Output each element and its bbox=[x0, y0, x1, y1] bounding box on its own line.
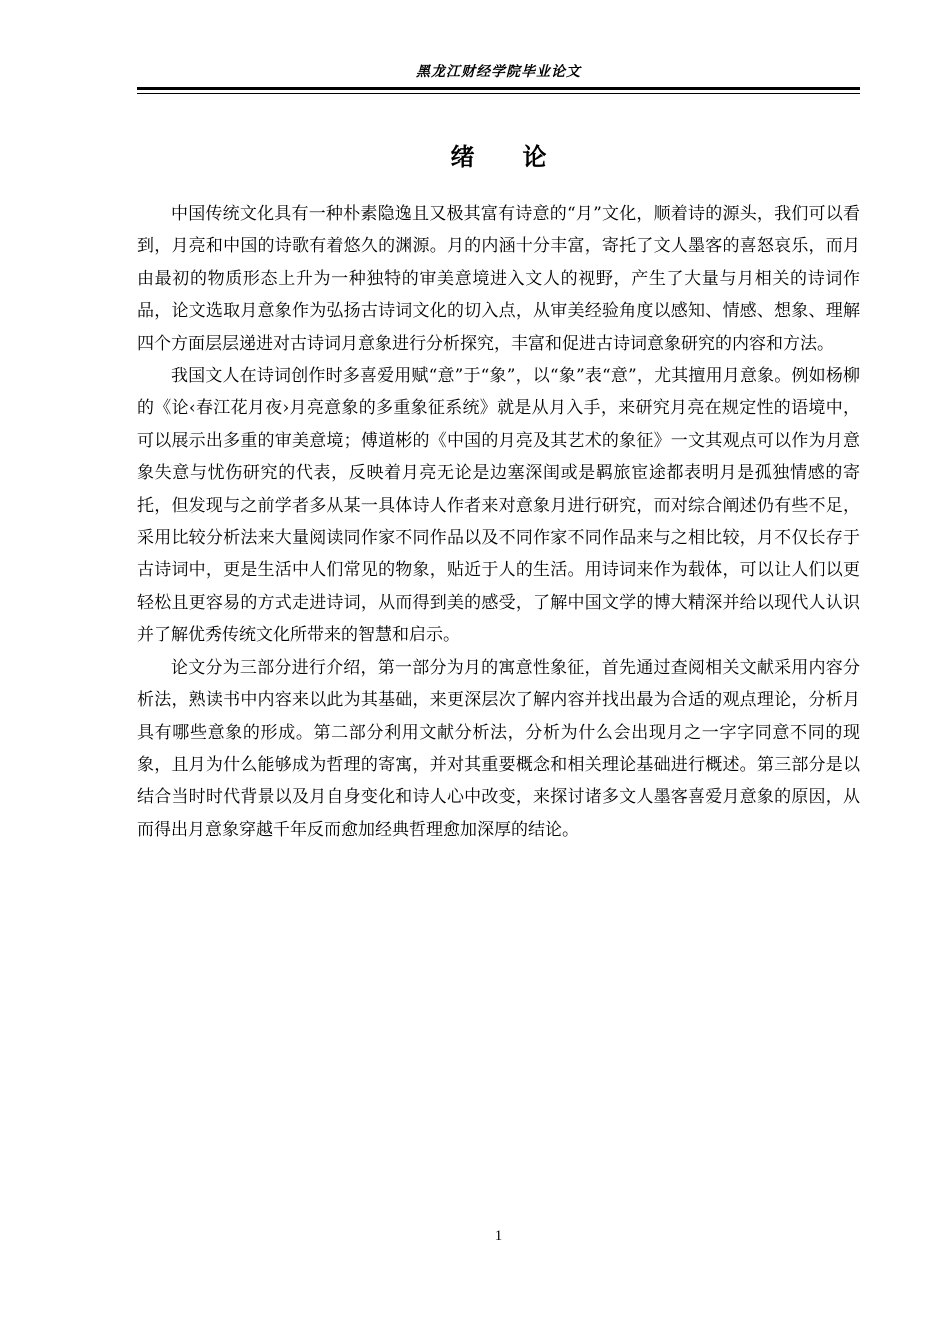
section-title bbox=[137, 140, 860, 174]
paragraph-1: 中国传统文化具有一种朴素隐逸且又极其富有诗意的“月”文化，顺着诗的源头，我们可以看到，月亮和中国的诗歌有着悠久的渊源。月的内涵十分丰富，寄托了文人墨客的喜怒哀乐，而月由最初的物质形态上升为一种独特的审美意境进入文人的视野，产生了大量与月相关的诗词作品，论文选取月意象作为弘扬古诗词文化的切入点，从审美经验角度以感知、情感、想象、理解四个方面层层递进对古诗词月意象进行分析探究，丰富和促进古诗词意象研究的内容和方法。 bbox=[137, 204, 860, 354]
page-number: 1 bbox=[494, 1228, 503, 1244]
paragraph-2: 我国文人在诗词创作时多喜爱用赋“意”于“象”，以“象”表“意”，尤其擅用月意象。例如杨柳的《论‹春江花月夜›月亮意象的多重象征系统》就是从月入手，来研究月亮在规定性的语境中，可以展示出多重的审美意境；傅道彬的《中国的月亮及其艺术的象征》一文其观点可以作为月意象失意与忧伤研究的代表，反映着月亮无论是边塞深闺或是羁旅宦途都表明月是孤独情感的寄托，但发现与之前学者多从某一具体诗人作者来对意象月进行研究，而对综合阐述仍有些不足，采用比较分析法来大量阅读同作家不同作品以及不同作家不同作品来与之相比较，月不仅长存于古诗词中，更是生活中人们常见的物象，贴近于人的生活。用诗词来作为载体，可以让人们以更轻松且更容易的方式走进诗词，从而得到美的感受，了解中国文学的博大精深并给以现代人认识并了解优秀传统文化所带来的智慧和启示。 bbox=[137, 366, 860, 646]
section-title-char-2: 论 bbox=[522, 143, 547, 171]
header-rule-thick bbox=[137, 87, 860, 90]
section-title-char-1: 绪 bbox=[450, 143, 475, 171]
header-rule-thin bbox=[137, 93, 860, 94]
running-header: 黑龙江财经学院毕业论文 bbox=[416, 64, 581, 80]
body-text bbox=[137, 198, 860, 846]
paragraph-3: 论文分为三部分进行介绍，第一部分为月的寓意性象征，首先通过查阅相关文献采用内容分析法，熟读书中内容来以此为其基础，来更深层次了解内容并找出最为合适的观点理论，分析月具有哪些意象的形成。第二部分利用文献分析法，分析为什么会出现月之一字字同意不同的现象，且月为什么能够成为哲理的寄寓，并对其重要概念和相关理论基础进行概述。第三部分是以结合当时时代背景以及月自身变化和诗人心中改变，来探讨诸多文人墨客喜爱月意象的原因，从而得出月意象穿越千年反而愈加经典哲理愈加深厚的结论。 bbox=[137, 657, 860, 840]
